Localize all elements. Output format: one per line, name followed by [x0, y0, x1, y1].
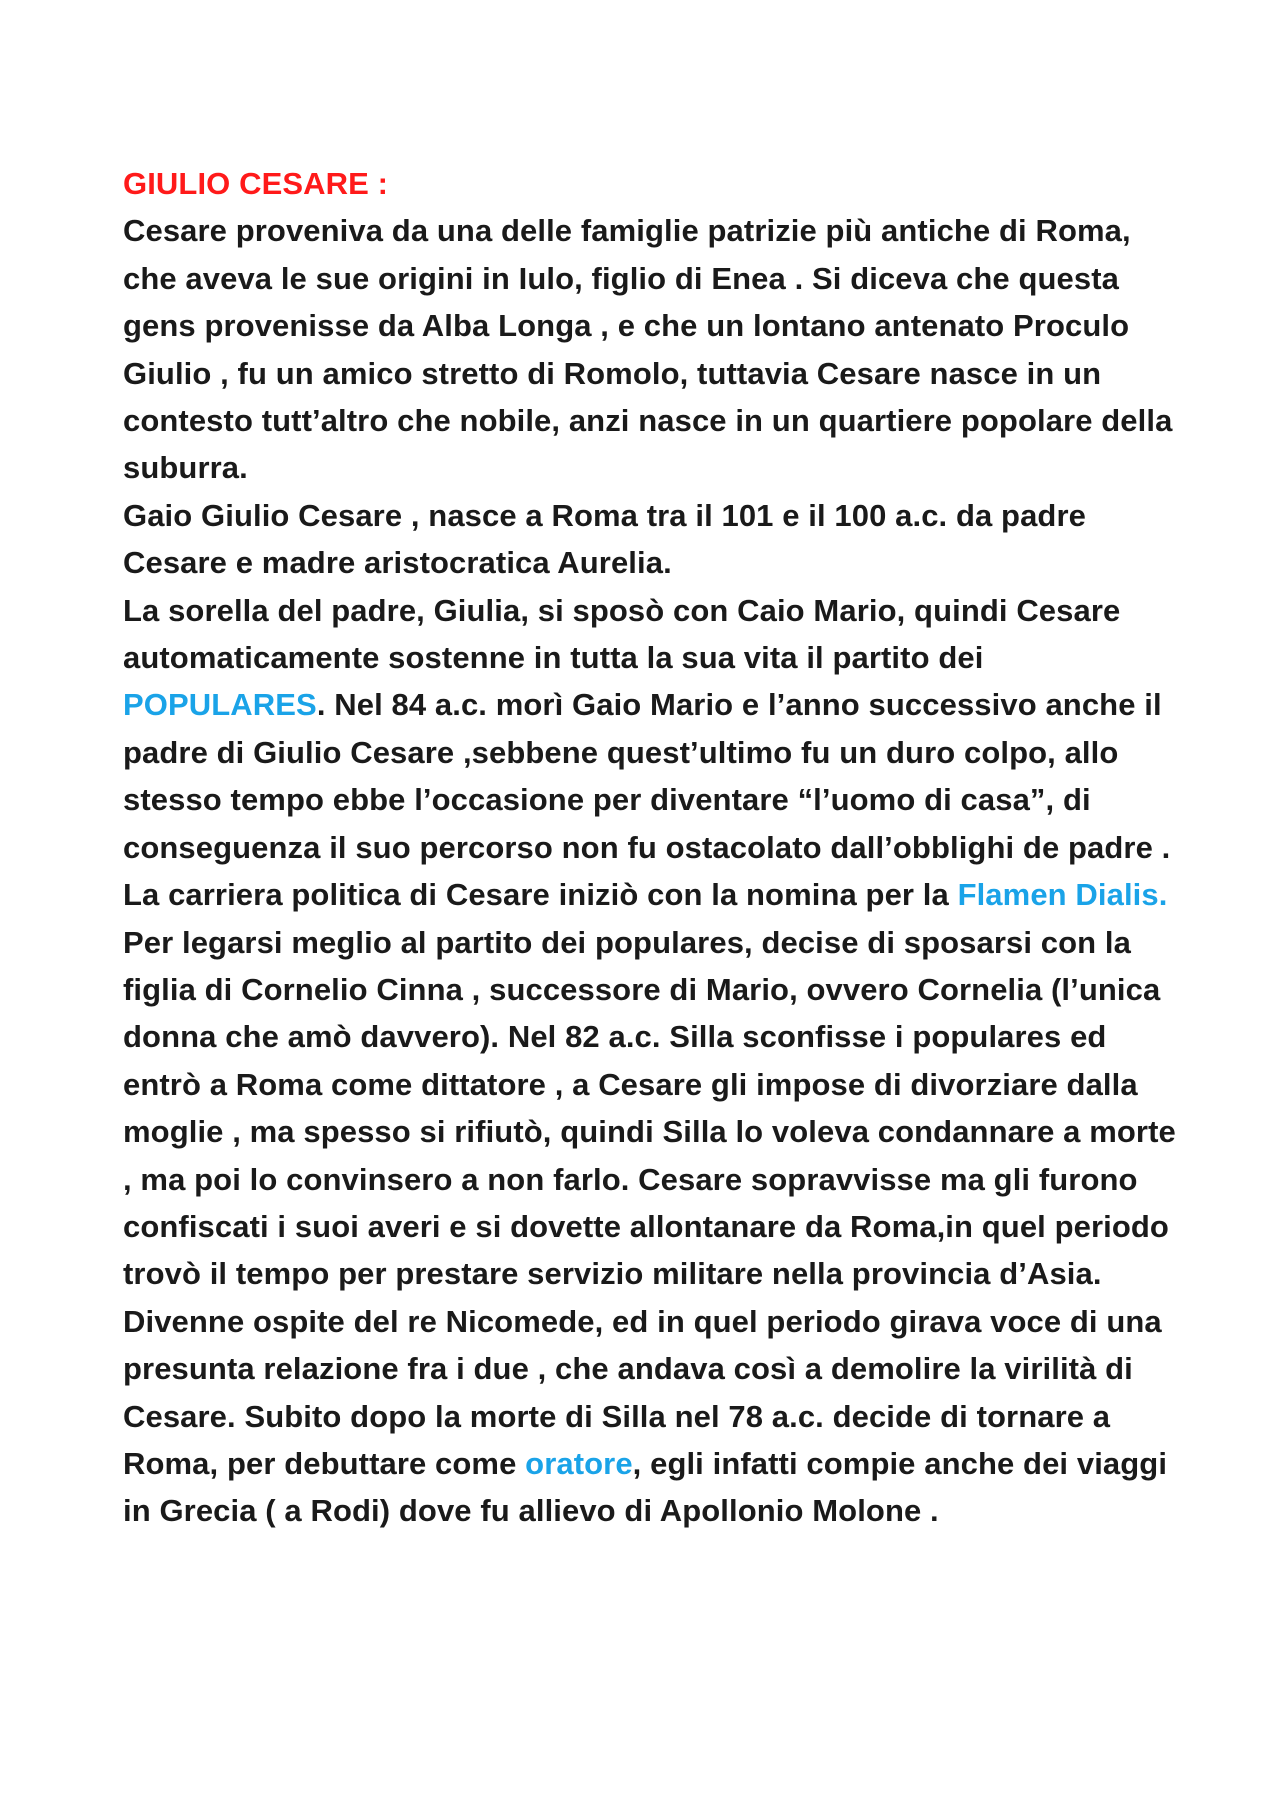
highlight-flamen-dialis: Flamen Dialis. — [957, 877, 1168, 913]
paragraph-birth: Gaio Giulio Cesare , nasce a Roma tra il 101 e il 100 a.c. da padre Cesare e madre aristocratica Aurelia. — [123, 497, 1086, 581]
document-title: GIULIO CESARE : — [123, 166, 389, 201]
paragraph-career-text-d: , egli infatti compie anche dei viaggi in Grecia ( a Rodi) dove fu allievo di Apollonio Molone . — [123, 1445, 1168, 1529]
document-page — [123, 160, 1183, 1535]
paragraph-career — [123, 587, 1183, 1535]
paragraph-career-text-b: . Nel 84 a.c. morì Gaio Mario e l’anno successivo anche il padre di Giulio Cesare ,sebbene quest’ultimo fu un duro colpo, allo stesso tempo ebbe l’occasione per diventare “l’uomo di casa”, di conseguenza il suo percorso non fu ostacolato dall’obblighi de padre . La carriera politica di Cesare iniziò con la nomina per la — [123, 687, 1171, 913]
paragraph-origins: Cesare proveniva da una delle famiglie patrizie più antiche di Roma, che aveva le sue origini in Iulo, figlio di Enea . Si diceva che questa gens provenisse da Alba Longa , e che un lontano antenato Proculo Giulio , fu un amico stretto di Romolo, tuttavia Cesare nasce in un contesto tutt’altro che nobile, anzi nasce in un quartiere popolare della suburra. — [123, 213, 1173, 486]
paragraph-career-text-c: Per legarsi meglio al partito dei populares, decise di sposarsi con la figlia di Cornelio Cinna , successore di Mario, ovvero Cornelia (l’unica donna che amò davvero). Nel 82 a.c. Silla sconfisse i populares ed entrò a Roma come dittatore , a Cesare gli impose di divorziare dalla moglie , ma spesso si rifiutò, quindi Silla lo voleva condannare a morte , ma poi lo convinsero a non farlo. Cesare sopravvisse ma gli furono confiscati i suoi averi e si dovette allontanare da Roma,in quel periodo trovò il tempo per prestare servizio militare nella provincia d’Asia. Divenne ospite del re Nicomede, ed in quel periodo girava voce di una presunta relazione fra i due , che andava così a demolire la virilità di Cesare. Subito dopo la morte di Silla nel 78 a.c. decide di tornare a Roma, per debuttare come — [123, 924, 1176, 1481]
paragraph-career-text-a: La sorella del padre, Giulia, si sposò con Caio Mario, quindi Cesare automaticamente sostenne in tutta la sua vita il partito dei — [123, 592, 1121, 676]
highlight-oratore: oratore — [525, 1445, 633, 1481]
highlight-populares: POPULARES — [123, 687, 317, 723]
